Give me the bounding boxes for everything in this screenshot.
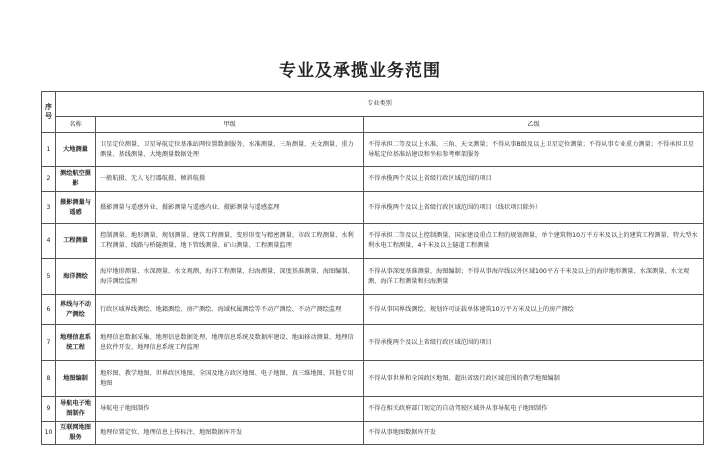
row-grade-b: 不得从事世界和全国政区地图、超出省级行政区域范围的教学地图编制	[364, 361, 704, 397]
row-grade-a: 行政区域界线测绘、地籍测绘、房产测绘、海域权属测绘等不动产测绘、不动产测绘监理	[96, 295, 364, 325]
row-name: 界线与不动产测绘	[56, 295, 96, 325]
row-seq: 2	[42, 167, 56, 192]
row-seq: 7	[42, 325, 56, 361]
row-grade-b: 不得承担二等及以上水准、三角、天文测量；不得从事B级及以上卫星定位测量；不得从事专业重力测量；不得承担卫星导航定位基准站建设和坐标参考框架服务	[364, 133, 704, 167]
row-grade-b: 不得从事深度基准测量、海图编制；不得从事海岸线以外区域100平方千米及以上的海岸地形测量、水深测量、水文观测、海洋工程测量和扫海测量	[364, 259, 704, 295]
grade-a-header: 甲级	[96, 117, 364, 133]
row-grade-a: 地形图、教学地图、世界政区地图、全国及地方政区地图、电子地图、真三维地图、其他专用地图	[96, 361, 364, 397]
table-row	[42, 422, 704, 445]
row-seq: 5	[42, 259, 56, 295]
table-row	[42, 259, 704, 295]
row-name: 摄影测量与遥感	[56, 192, 96, 224]
table-row	[42, 133, 704, 167]
row-name: 地图编制	[56, 361, 96, 397]
row-name: 工程测量	[56, 224, 96, 259]
row-grade-a: 控制测量、地形测量、规划测量、建筑工程测量、变形形变与精密测量、市政工程测量、水利工程测量、线路与桥隧测量、地下管线测量、矿山测量、工程测量监理	[96, 224, 364, 259]
row-grade-b: 不得承揽两个及以上省级行政区域范围的项目（线状项目除外）	[364, 192, 704, 224]
row-name: 海洋测绘	[56, 259, 96, 295]
row-grade-a: 导航电子地图制作	[96, 397, 364, 422]
row-seq: 3	[42, 192, 56, 224]
row-grade-b: 不得在相关政府部门划定的自动驾驶区域外从事导航电子地图制作	[364, 397, 704, 422]
table-row	[42, 397, 704, 422]
page-title: 专业及承揽业务范围	[279, 61, 441, 81]
row-grade-a: 一般航摄、无人飞行器航摄、倾斜航摄	[96, 167, 364, 192]
seq-header: 序号	[42, 92, 56, 133]
row-name: 地理信息系统工程	[56, 325, 96, 361]
row-seq: 8	[42, 361, 56, 397]
row-grade-a: 海岸地形测量、水深测量、水文观测、海洋工程测量、扫海测量、深度基准测量、海图编制、海洋测绘监理	[96, 259, 364, 295]
row-grade-b: 不得从事国界线测绘、规划许可证载单体建筑10万平方米及以上的房产测绘	[364, 295, 704, 325]
row-seq: 9	[42, 397, 56, 422]
table-row	[42, 224, 704, 259]
name-header: 名称	[56, 117, 96, 133]
table-row	[42, 295, 704, 325]
row-name: 导航电子地图制作	[56, 397, 96, 422]
row-seq: 1	[42, 133, 56, 167]
table-row	[42, 361, 704, 397]
row-grade-b: 不得承揽两个及以上省级行政区域范围的项目	[364, 325, 704, 361]
grade-b-header: 乙级	[364, 117, 704, 133]
row-grade-b: 不得从事地图数据库开发	[364, 422, 704, 445]
table-row	[42, 167, 704, 192]
row-name: 互联网地图服务	[56, 422, 96, 445]
row-name: 大地测量	[56, 133, 96, 167]
row-seq: 4	[42, 224, 56, 259]
row-grade-b: 不得承担二等及以上控制测量、国家建设重点工程的规划测量，单个建筑物10万平方米及以上的建筑工程测量、特大型水利水电工程测量、4千米及以上隧道工程测量	[364, 224, 704, 259]
row-seq: 10	[42, 422, 56, 445]
row-grade-b: 不得承揽两个及以上省级行政区域范围的项目	[364, 167, 704, 192]
table-row	[42, 192, 704, 224]
row-seq: 6	[42, 295, 56, 325]
row-name: 测绘航空摄影	[56, 167, 96, 192]
row-grade-a: 地理位置定位、地理信息上传标注、地图数据库开发	[96, 422, 364, 445]
category-header: 专业类别	[56, 92, 704, 117]
table-row	[42, 325, 704, 361]
business-scope-table	[41, 91, 704, 445]
row-grade-a: 摄影测量与遥感外业、摄影测量与遥感内业、摄影测量与遥感监理	[96, 192, 364, 224]
row-grade-a: 卫星定位测量、卫星导航定位基准站网位置数据服务、水准测量、三角测量、天文测量、重力测量、基线测量、大地测量数据处理	[96, 133, 364, 167]
row-grade-a: 地理信息数据采集、地理信息数据处理、地理信息系统及数据库建设、地面移动测量、地理信息软件开发、地理信息系统工程监理	[96, 325, 364, 361]
